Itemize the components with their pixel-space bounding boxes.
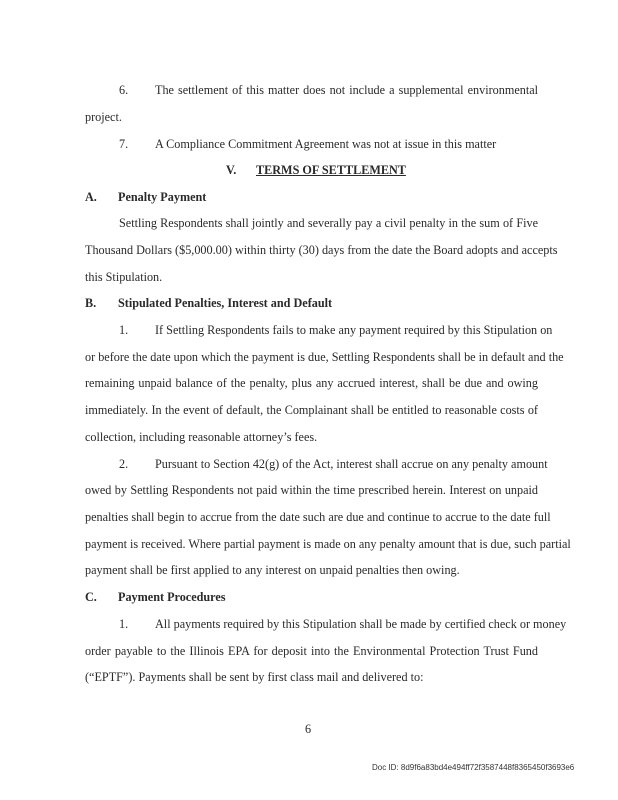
section-b-para-2-line-5: payment shall be first applied to any interest on unpaid penalties then owing. [85,563,460,577]
section-title: TERMS OF SETTLEMENT [256,163,406,177]
section-b-para-1-line-5: collection, including reasonable attorney’s fees. [85,430,318,444]
section-b-para-2-number: 2. [119,457,129,471]
section-b-para-2-line-2: owed by Settling Respondents not paid within the time prescribed herein. Interest on unpaid [85,483,538,497]
section-b-letter: B. [85,296,97,310]
doc-id-footer: Doc ID: 8d9f6a83bd4e494ff72f3587448f8365450f3693e6 [372,763,575,772]
section-c-letter: C. [85,590,97,604]
section-c-title: Payment Procedures [118,590,226,604]
section-b-para-1-line-4: immediately. In the event of default, the Complainant shall be entitled to reasonable costs of [85,403,538,417]
section-b-para-1-line-3: remaining unpaid balance of the penalty, plus any accrued interest, shall be due and owing [85,376,538,390]
section-a-line-2: Thousand Dollars ($5,000.00) within thirty (30) days from the date the Board adopts and accepts [85,243,558,257]
para-6-number: 6. [119,83,129,97]
para-6-line-1: The settlement of this matter does not include a supplemental environmental [155,83,538,97]
section-a-letter: A. [85,190,97,204]
para-6-line-2: project. [85,110,122,124]
para-7-text: A Compliance Commitment Agreement was not at issue in this matter [155,137,497,151]
page-number: 6 [305,722,312,736]
section-c-para-1-line-2: order payable to the Illinois EPA for deposit into the Environmental Protection Trust Fund [85,644,538,658]
section-b-para-1-line-1: If Settling Respondents fails to make any payment required by this Stipulation on [155,323,553,337]
section-b-para-1-line-2: or before the date upon which the payment is due, Settling Respondents shall be in default and the [85,350,564,364]
section-b-title: Stipulated Penalties, Interest and Default [118,296,333,310]
section-a-line-1: Settling Respondents shall jointly and severally pay a civil penalty in the sum of Five [119,216,538,230]
section-c-para-1-line-3: (“EPTF”). Payments shall be sent by first class mail and delivered to: [85,670,424,684]
section-c-para-1-number: 1. [119,617,129,631]
section-a-title: Penalty Payment [118,190,207,204]
section-b-para-2-line-3: penalties shall begin to accrue from the date such are due and continue to accrue to the date full [85,510,551,524]
section-b-para-2-line-4: payment is received. Where partial payment is made on any penalty amount that is due, such partial [85,537,571,551]
section-c-para-1-line-1: All payments required by this Stipulation shall be made by certified check or money [155,617,567,631]
section-number: V. [226,163,237,177]
para-7-number: 7. [119,137,129,151]
section-b-para-1-number: 1. [119,323,129,337]
section-b-para-2-line-1: Pursuant to Section 42(g) of the Act, interest shall accrue on any penalty amount [155,457,548,471]
section-a-line-3: this Stipulation. [85,270,163,284]
